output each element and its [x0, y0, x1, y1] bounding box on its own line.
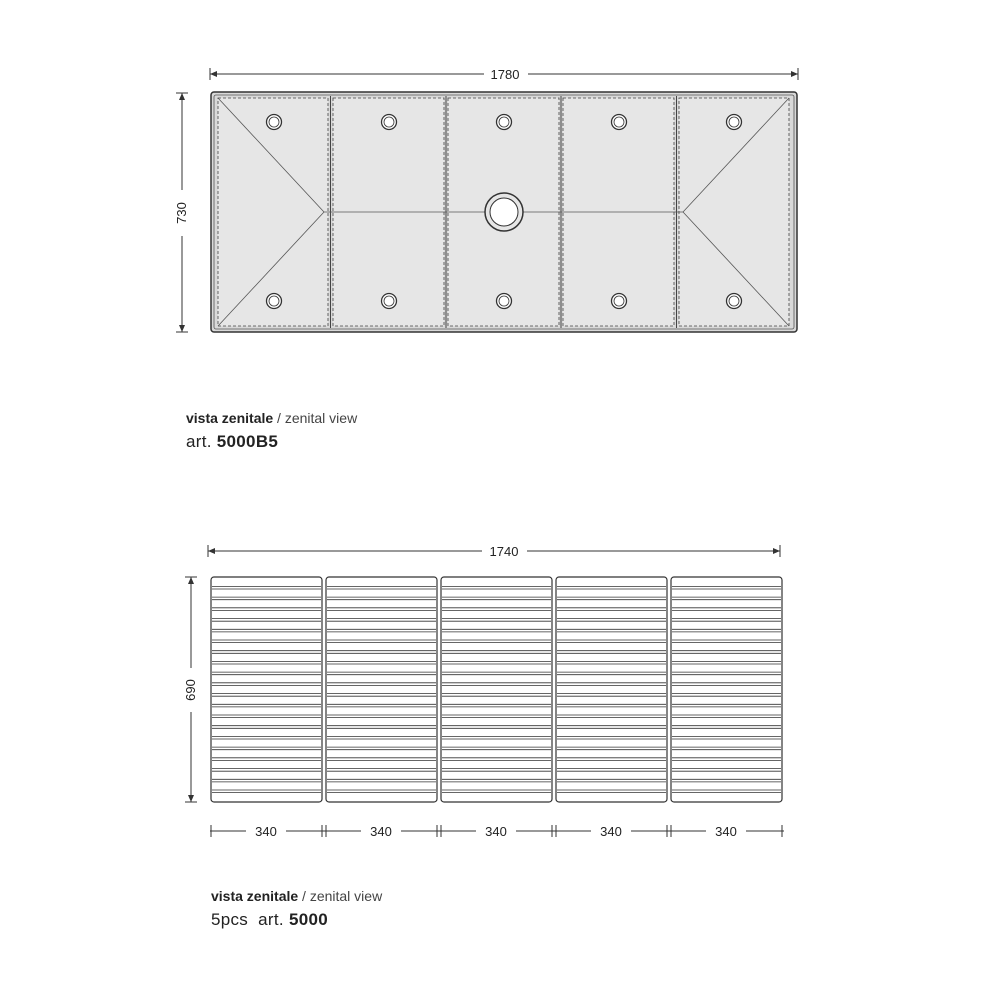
- bottom-view-dimension-height: [183, 577, 198, 802]
- mounting-hole-icon: [727, 294, 742, 309]
- grid-panel-5: [671, 577, 782, 802]
- bottom-view-caption: [211, 888, 382, 930]
- mounting-hole-icon: [497, 294, 512, 309]
- mounting-hole-icon: [267, 115, 282, 130]
- bottom-article-prefix: art.: [258, 910, 289, 929]
- segment-label: 340: [600, 824, 622, 839]
- bottom-caption-subtitle: zenital view: [309, 888, 383, 904]
- top-width-label: 1780: [490, 67, 520, 82]
- mounting-hole-icon: [727, 115, 742, 130]
- top-view-caption: [186, 410, 357, 452]
- mounting-hole-icon: [612, 115, 627, 130]
- top-article-prefix: art.: [186, 432, 217, 451]
- basin-panel-1: [218, 98, 328, 326]
- top-caption-sep: /: [273, 410, 285, 426]
- bottom-caption-sep: /: [298, 888, 310, 904]
- segment-label: 340: [370, 824, 392, 839]
- mounting-hole-icon: [382, 115, 397, 130]
- segment-dimensions: [210, 823, 784, 839]
- top-view-dimension-height: [174, 93, 189, 332]
- mounting-hole-icon: [267, 294, 282, 309]
- top-caption-subtitle: zenital view: [284, 410, 358, 426]
- top-view-dimension-width: [210, 67, 798, 82]
- bottom-height-label: 690: [183, 679, 198, 701]
- bottom-width-label: 1740: [489, 544, 519, 559]
- grid-panel-4: [556, 577, 667, 802]
- segment-label: 340: [715, 824, 737, 839]
- mounting-hole-icon: [497, 115, 512, 130]
- grid-panels: [211, 577, 782, 802]
- drain-icon: [485, 193, 523, 231]
- top-caption-title: vista zenitale: [186, 410, 274, 426]
- basin-panel-5: [679, 98, 789, 326]
- bottom-pieces: 5pcs: [211, 910, 259, 929]
- mounting-hole-icon: [382, 294, 397, 309]
- bottom-caption-title: vista zenitale: [211, 888, 299, 904]
- bottom-article-code: 5000: [288, 910, 328, 929]
- top-height-label: 730: [174, 202, 189, 224]
- bottom-view-dimension-width: [208, 544, 780, 559]
- segment-label: 340: [255, 824, 277, 839]
- segment-label: 340: [485, 824, 507, 839]
- mounting-hole-icon: [612, 294, 627, 309]
- grid-panel-2: [326, 577, 437, 802]
- grid-panel-3: [441, 577, 552, 802]
- grid-panel-1: [211, 577, 322, 802]
- top-article-code: 5000B5: [216, 432, 279, 451]
